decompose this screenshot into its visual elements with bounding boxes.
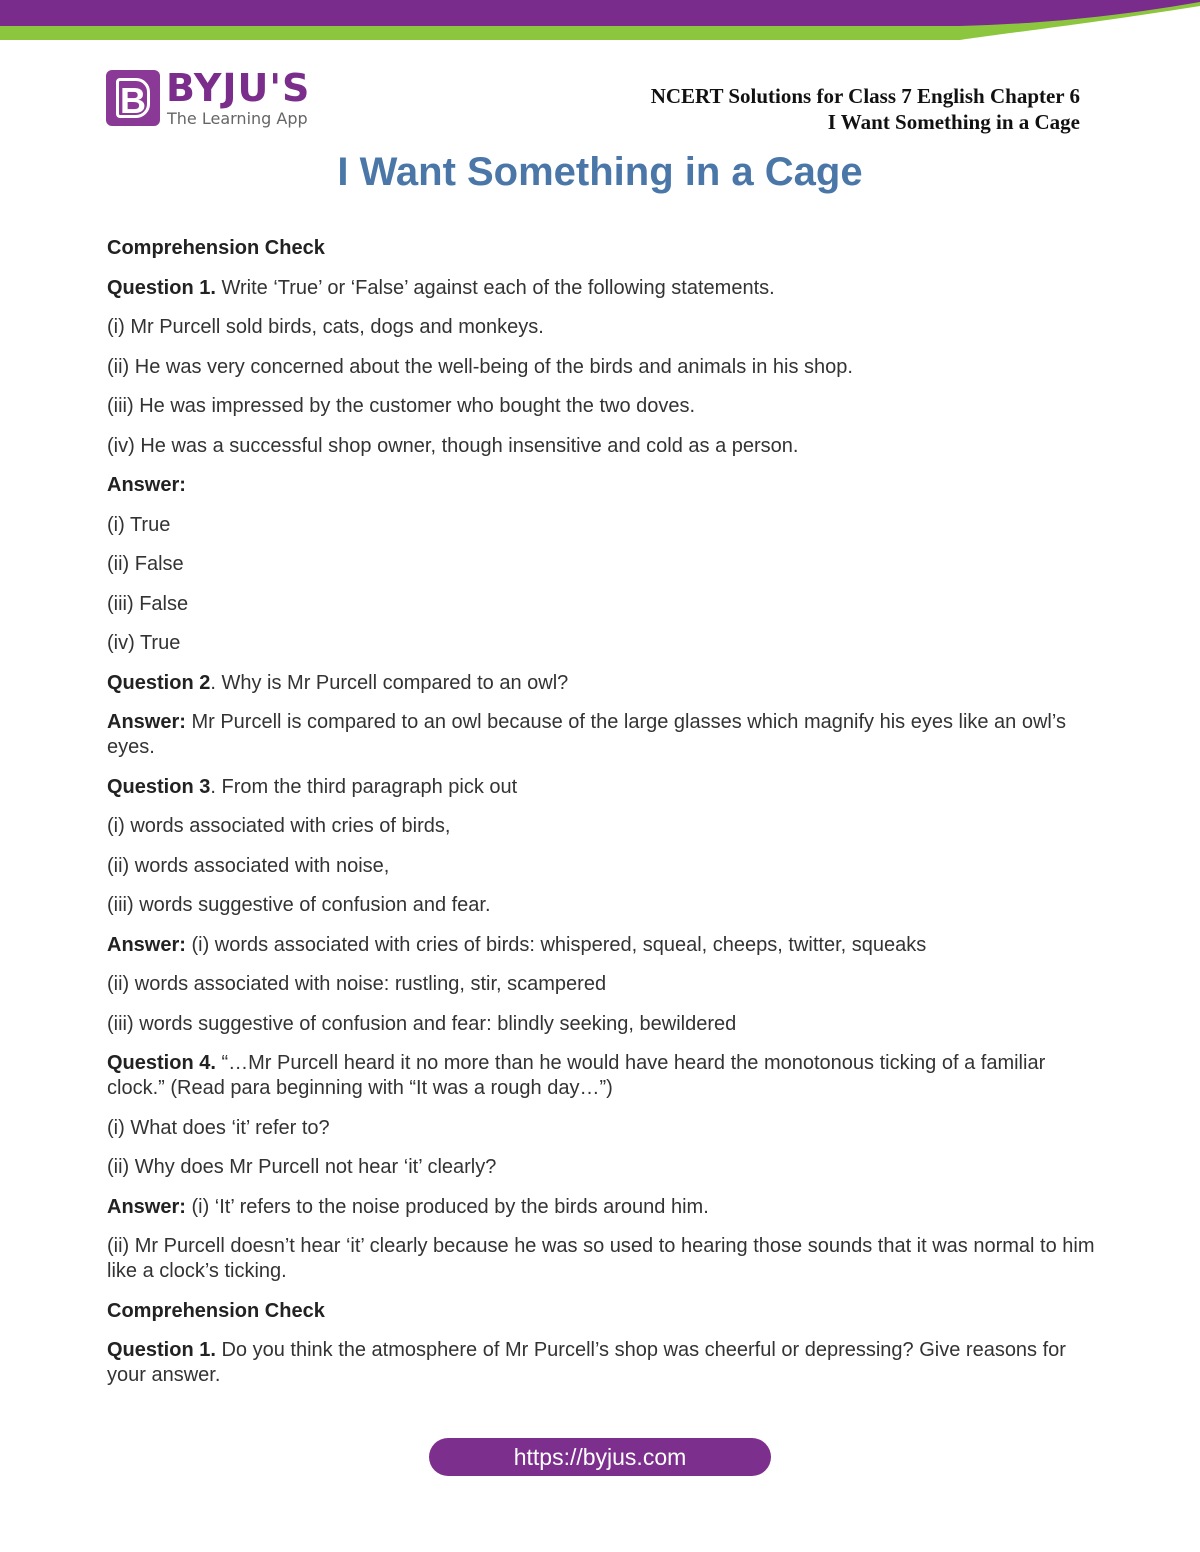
section-heading (107, 473, 1097, 498)
body-text: (i) True (107, 513, 171, 536)
chapter-header (651, 83, 1080, 135)
top-decorative-band (0, 0, 1200, 44)
qa-text: . From the third paragraph pick out (210, 775, 518, 798)
body-text: (ii) False (107, 553, 184, 575)
question-answer-paragraph (107, 775, 1097, 800)
section-heading (107, 236, 1097, 261)
body-text: (ii) Mr Purcell doesn’t hear ‘it’ clearly because he was so used to hearing those sounds that it was normal to him like a clock’s ticking. (107, 1235, 1095, 1282)
section-heading (107, 1299, 1097, 1324)
body-text: (i) words associated with cries of birds, (107, 815, 451, 837)
body-text: (iii) words suggestive of confusion and fear. (107, 894, 491, 916)
qa-text: Write ‘True’ or ‘False’ against each of the following statements. (215, 276, 775, 299)
heading-text: Comprehension Check (107, 237, 325, 259)
question-answer-paragraph (107, 276, 1097, 301)
document-body (107, 236, 1097, 1403)
qa-text: “…Mr Purcell heard it no more than he would have heard the monotonous ticking of a familiar clock.” (Read para beginning with “It was a rough day…”) (107, 1052, 1046, 1099)
qa-text: Do you think the atmosphere of Mr Purcell’s shop was cheerful or depressing? Give reasons for your answer. (107, 1339, 1066, 1386)
byjus-logo (106, 66, 311, 128)
heading-text: Answer: (107, 474, 186, 496)
question-answer-paragraph (107, 671, 1097, 696)
qa-label: Answer: (107, 933, 186, 956)
question-answer-paragraph (107, 1338, 1097, 1388)
question-answer-paragraph (107, 1051, 1097, 1101)
qa-text: Mr Purcell is compared to an owl because of the large glasses which magnify his eyes like an owl’s eyes. (107, 711, 1066, 758)
body-text: (iv) He was a successful shop owner, though insensitive and cold as a person. (107, 434, 799, 457)
document-title: I Want Something in a Cage (337, 150, 863, 194)
question-answer-paragraph (107, 933, 1097, 958)
question-answer-paragraph (107, 710, 1097, 760)
qa-text: (i) ‘It’ refers to the noise produced by the birds around him. (185, 1195, 709, 1218)
chapter-header-line1: NCERT Solutions for Class 7 English Chapter 6 (650, 84, 1080, 108)
footer-url-link[interactable]: https://byjus.com (429, 1438, 771, 1476)
body-text: (ii) words associated with noise, (107, 854, 390, 877)
qa-label: Question 3 (107, 775, 211, 798)
body-text: (i) Mr Purcell sold birds, cats, dogs and monkeys. (107, 316, 544, 338)
qa-label: Question 2 (107, 671, 211, 694)
qa-label: Question 4. (107, 1052, 216, 1074)
logo-tagline: The Learning App (167, 109, 308, 128)
qa-label: Question 1. (107, 276, 216, 299)
logo-letter: B (116, 78, 150, 118)
body-text: (ii) words associated with noise: rustling, stir, scampered (107, 973, 607, 995)
question-answer-paragraph (107, 1195, 1097, 1220)
body-text: (iii) False (107, 592, 189, 615)
qa-label: Question 1. (107, 1339, 216, 1361)
body-text: (ii) Why does Mr Purcell not hear ‘it’ clearly? (107, 1156, 497, 1178)
body-text: (iii) He was impressed by the customer who bought the two doves. (107, 395, 696, 417)
qa-label: Answer: (107, 1195, 186, 1218)
logo-text: BYJU'S (166, 66, 311, 110)
body-text: (iv) True (107, 632, 181, 654)
qa-label: Answer: (107, 711, 186, 733)
heading-text: Comprehension Check (107, 1299, 325, 1322)
logo-mark (106, 70, 160, 126)
body-text: (iii) words suggestive of confusion and fear: blindly seeking, bewildered (107, 1012, 737, 1035)
qa-text: . Why is Mr Purcell compared to an owl? (210, 671, 569, 694)
body-text: (ii) He was very concerned about the well-being of the birds and animals in his shop. (107, 355, 853, 378)
chapter-header-line2: I Want Something in a Cage (827, 110, 1080, 134)
qa-text: (i) words associated with cries of birds: whispered, squeal, cheeps, twitter, squeaks (185, 933, 927, 956)
body-text: (i) What does ‘it’ refer to? (107, 1116, 330, 1139)
